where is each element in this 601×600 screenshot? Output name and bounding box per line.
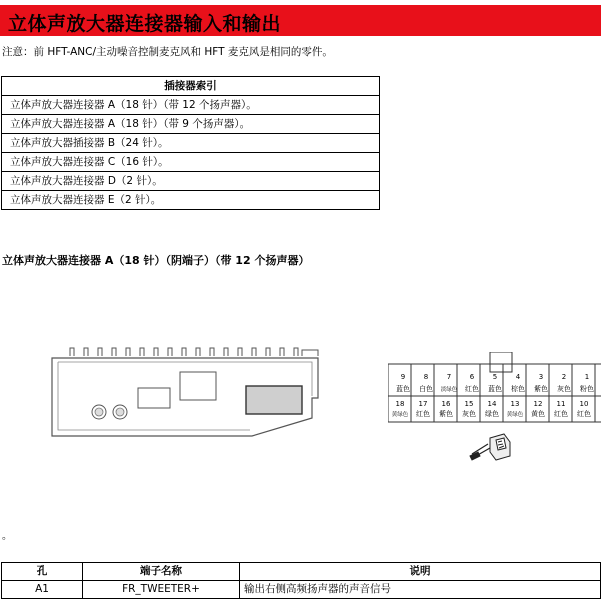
title-bar [0, 5, 601, 36]
pin-color: 黄绿色 [391, 412, 409, 418]
pin-color: 红色 [416, 410, 430, 418]
pin-color: 紫色 [534, 385, 548, 393]
cell-terminal-name: FR_TWEETER+ [83, 581, 240, 599]
pin-number: 4 [515, 373, 521, 381]
pin-color: 蓝色 [488, 385, 502, 393]
connector-pin-face [388, 352, 601, 470]
pin-number: 9 [400, 373, 406, 381]
pin-number: 8 [423, 373, 429, 381]
pin-color: 红色 [554, 410, 568, 418]
pin-number: 17 [418, 400, 428, 408]
pin-color: 蓝色 [396, 385, 410, 393]
pin-color: 粉色 [580, 385, 594, 393]
pin-color: 绿色 [485, 410, 499, 418]
pin-number: 1 [584, 373, 590, 381]
connector-index-table [1, 76, 380, 210]
pin-color: 紫色 [439, 410, 453, 418]
connector-index-header: 插接器索引 [2, 77, 380, 96]
pin-number: 15 [464, 400, 474, 408]
pin-color: 灰色 [557, 385, 571, 393]
pin-number: 2 [561, 373, 567, 381]
stray-period: 。 [2, 531, 12, 542]
pin-number: 5 [492, 373, 498, 381]
col-terminal-name-header: 端子名称 [83, 563, 240, 581]
terminal-probe-icon [470, 434, 510, 460]
pin-color: 棕色 [511, 385, 525, 393]
connector-index-row[interactable]: 立体声放大器连接器 A（18 针）（带 12 个扬声器）。 [2, 96, 380, 115]
pin-color: 灰色 [462, 410, 476, 418]
page-title: 立体声放大器连接器输入和输出 [8, 13, 282, 35]
connector-index-row[interactable]: 立体声放大器插接器 B（24 针）。 [2, 134, 380, 153]
connector-index-row[interactable]: 立体声放大器连接器 C（16 针）。 [2, 153, 380, 172]
pin-number: 12 [533, 400, 543, 408]
pin-color: 红色 [465, 385, 479, 393]
pin-number: 16 [441, 400, 451, 408]
col-description-header: 说明 [240, 563, 601, 581]
pin-color: 白色 [419, 385, 433, 393]
pin-number: 13 [510, 400, 520, 408]
pin-function-table [1, 562, 601, 599]
pin-number: 14 [487, 400, 497, 408]
pin-number: 3 [538, 373, 544, 381]
pin-number: 10 [579, 400, 589, 408]
note-text: 注意：前 HFT-ANC/主动噪音控制麦克风和 HFT 麦克风是相同的零件。 [2, 46, 333, 58]
pin-number: 7 [446, 373, 452, 381]
section-heading: 立体声放大器连接器 A（18 针）（阴端子）（带 12 个扬声器） [2, 254, 310, 267]
table-row [2, 581, 601, 599]
pin-number: 11 [556, 400, 566, 408]
pin-number: 6 [469, 373, 475, 381]
connector-index-row[interactable]: 立体声放大器连接器 E（2 针）。 [2, 191, 380, 210]
connector-index-row[interactable]: 立体声放大器连接器 A（18 针）（带 9 个扬声器）。 [2, 115, 380, 134]
pin-color: 黄绿色 [506, 412, 524, 418]
pin-number: 18 [395, 400, 405, 408]
pin-color: 黄色 [531, 410, 545, 418]
connector-index-row[interactable]: 立体声放大器连接器 D（2 针）。 [2, 172, 380, 191]
col-hole-header: 孔 [2, 563, 83, 581]
cell-hole: A1 [2, 581, 83, 599]
pin-color: 红色 [577, 410, 591, 418]
amplifier-unit-drawing [40, 340, 330, 450]
cell-description: 输出右侧高频扬声器的声音信号 [240, 581, 601, 599]
pin-color: 淡绿色 [440, 387, 458, 393]
